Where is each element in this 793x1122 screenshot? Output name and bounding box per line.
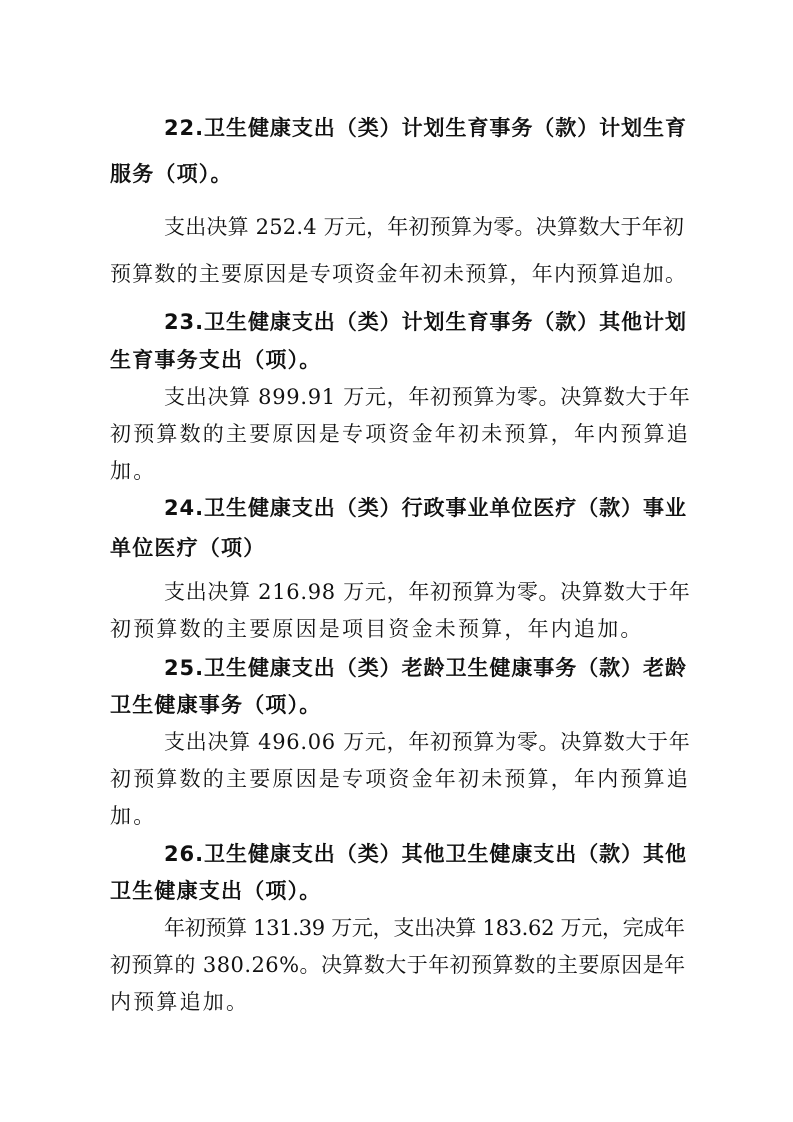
section-24-body-line-1: 支出决算 216.98 万元，年初预算为零。决算数大于年	[164, 580, 691, 604]
section-26-heading-line-1: 26.卫生健康支出（类）其他卫生健康支出（款）其他	[164, 842, 687, 866]
section-24-body-line-2: 初预算数的主要原因是项目资金未预算，年内追加。	[110, 617, 644, 641]
section-22-heading-line-1: 22.卫生健康支出（类）计划生育事务（款）计划生育	[164, 116, 687, 140]
section-25-body-line-2: 初预算数的主要原因是专项资金年初未预算，年内预算追	[110, 767, 690, 791]
section-23-body-line-3: 加。	[110, 459, 157, 483]
section-24-heading-line-1: 24.卫生健康支出（类）行政事业单位医疗（款）事业	[164, 496, 687, 520]
section-24-heading-line-2: 单位医疗（项）	[110, 536, 266, 560]
section-22-body-line-1: 支出决算 252.4 万元，年初预算为零。决算数大于年初	[164, 215, 685, 239]
section-26-body-line-3: 内预算追加。	[110, 990, 250, 1014]
section-22-heading-line-2: 服务（项）。	[110, 162, 233, 186]
section-25-body-line-3: 加。	[110, 804, 157, 828]
section-23-heading-line-1: 23.卫生健康支出（类）计划生育事务（款）其他计划	[164, 310, 687, 334]
section-25-heading-line-2: 卫生健康事务（项）。	[110, 693, 322, 717]
section-25-body-line-1: 支出决算 496.06 万元，年初预算为零。决算数大于年	[164, 730, 691, 754]
section-23-heading-line-2: 生育事务支出（项）。	[110, 348, 322, 372]
section-23-body-line-2: 初预算数的主要原因是专项资金年初未预算，年内预算追	[110, 422, 690, 446]
section-26-body-line-1: 年初预算 131.39 万元，支出决算 183.62 万元，完成年	[164, 916, 685, 940]
section-25-heading-line-1: 25.卫生健康支出（类）老龄卫生健康事务（款）老龄	[164, 656, 687, 680]
section-22-body-line-2: 预算数的主要原因是专项资金年初未预算，年内预算追加。	[110, 262, 688, 286]
section-26-body-line-2: 初预算的 380.26%。决算数大于年初预算数的主要原因是年	[110, 953, 686, 977]
section-26-heading-line-2: 卫生健康支出（项）。	[110, 879, 322, 903]
section-23-body-line-1: 支出决算 899.91 万元，年初预算为零。决算数大于年	[164, 385, 691, 409]
